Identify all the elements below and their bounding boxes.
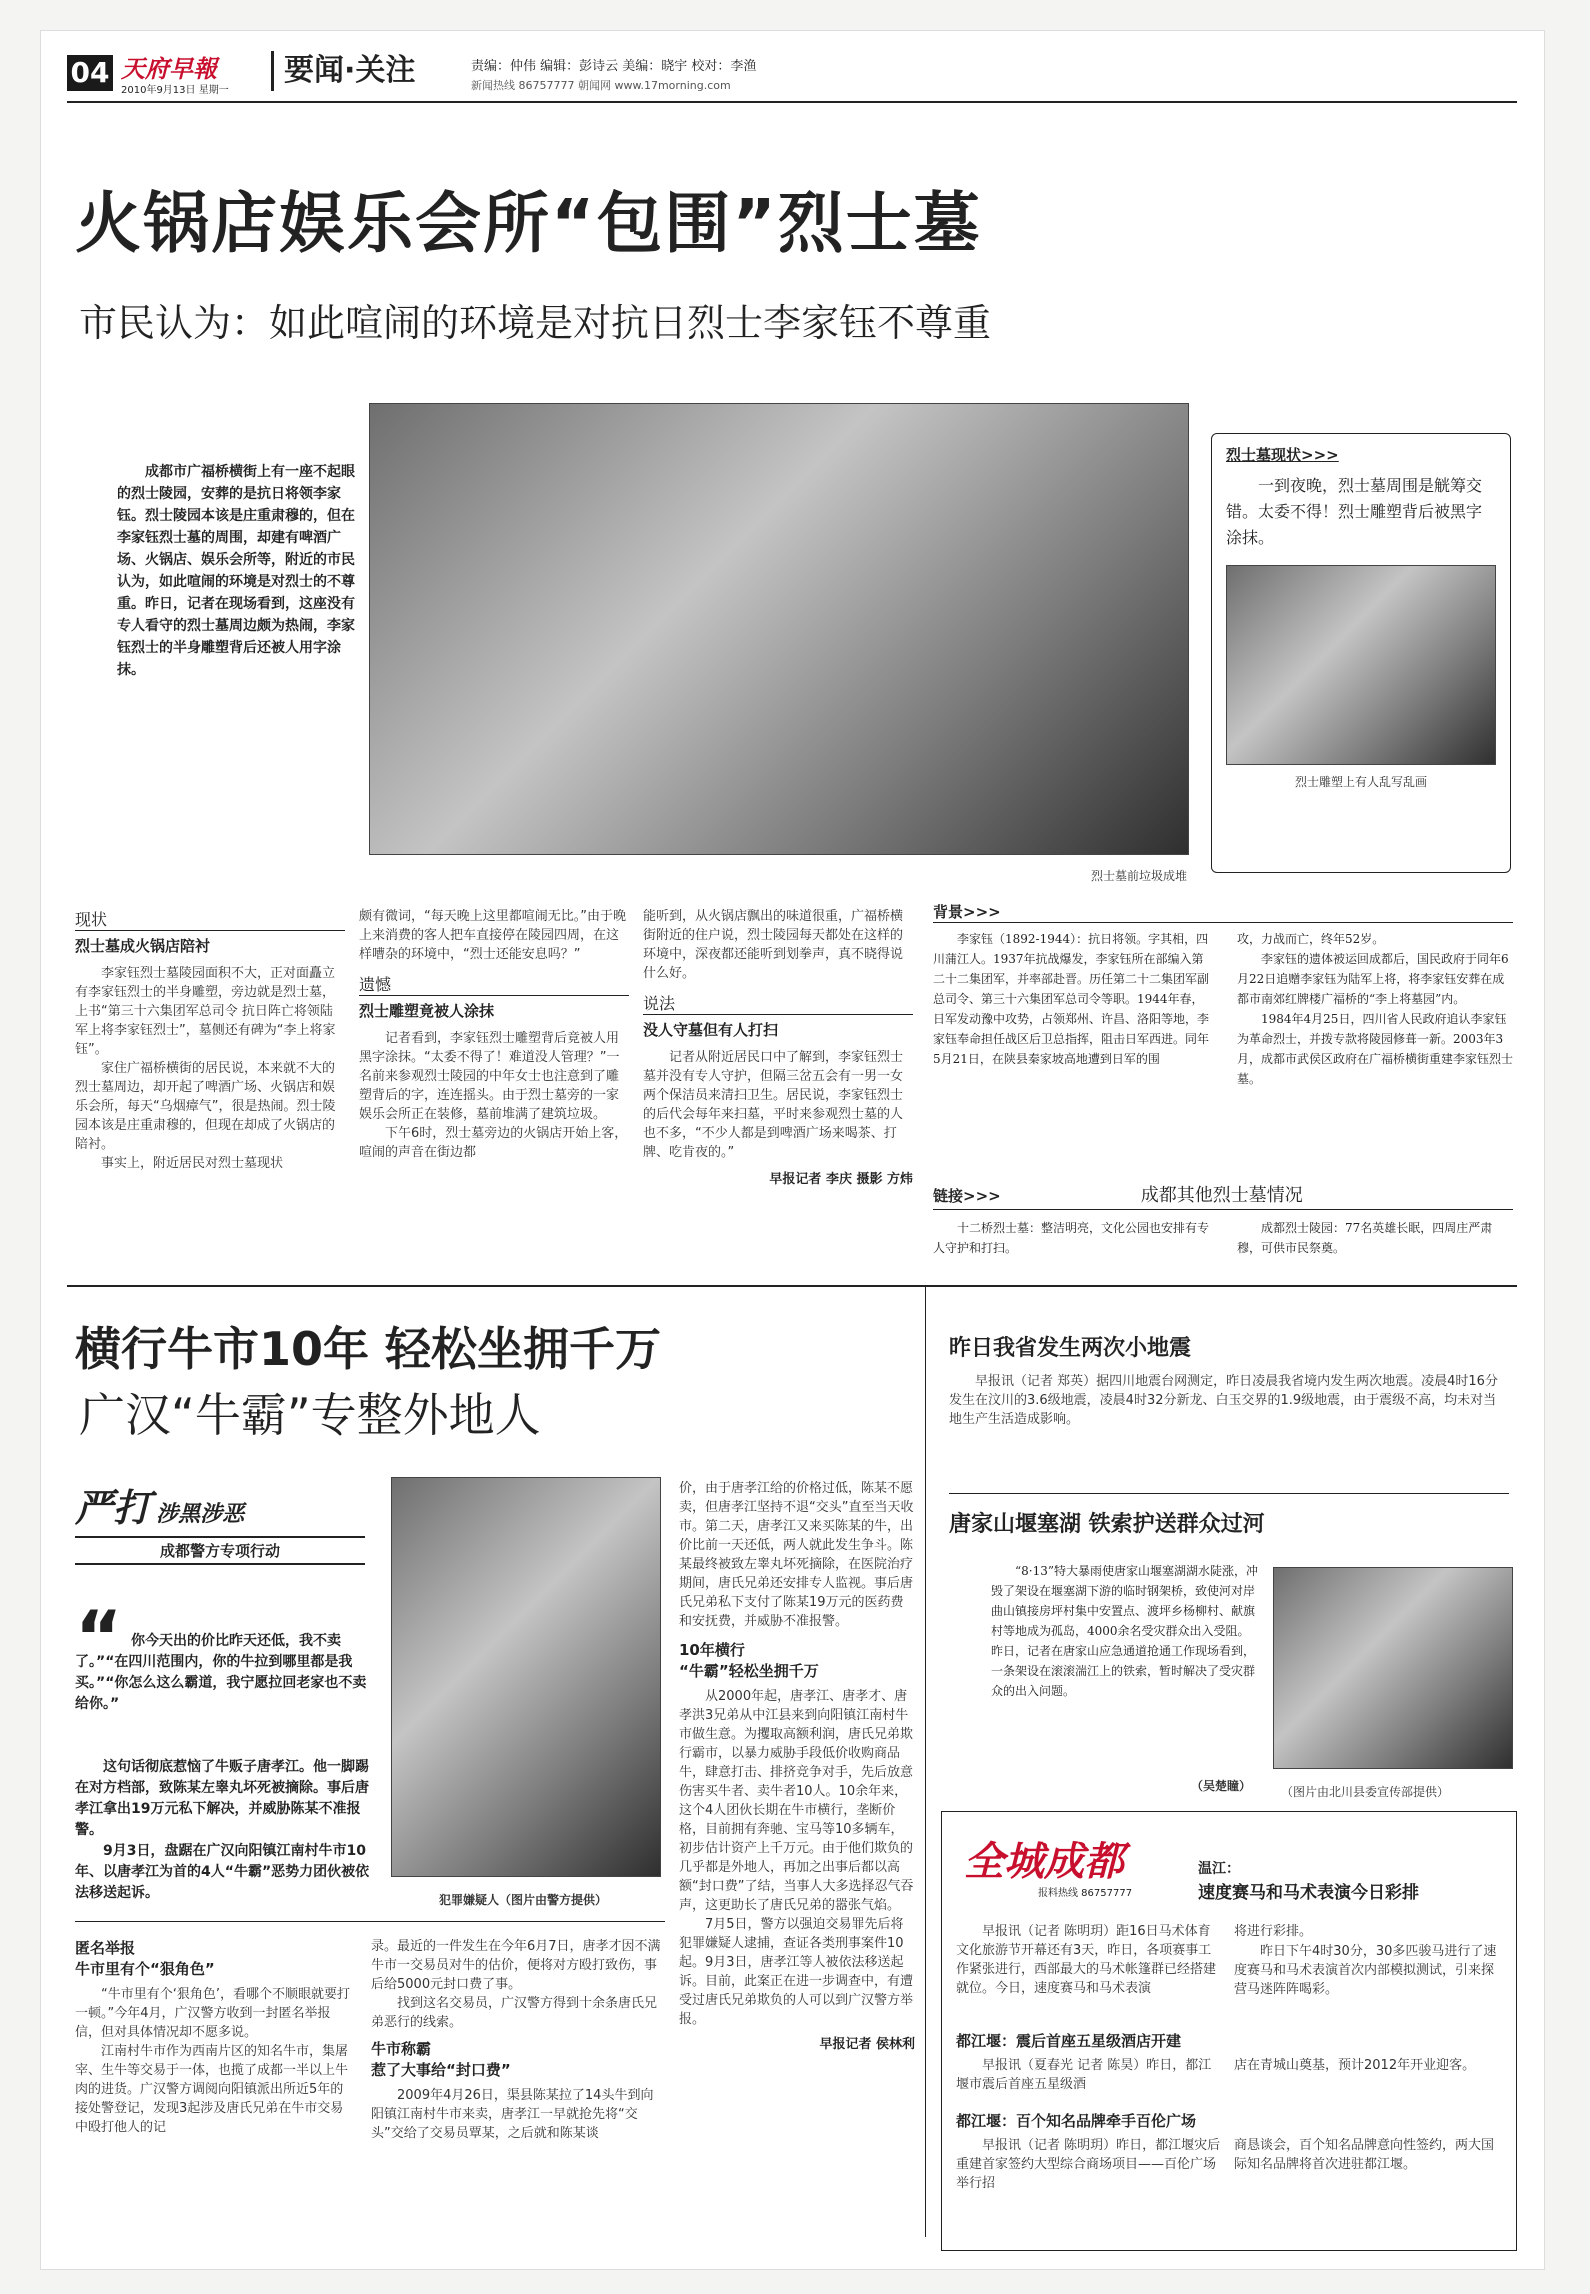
- link-box: [933, 1181, 1513, 1258]
- hotline: 新闻热线 86757777 朝闻网 www.17morning.com: [471, 79, 731, 92]
- link-label: 链接>>>: [933, 1187, 1001, 1205]
- background-text4: 1984年4月25日，四川省人民政府追认李家钰为革命烈士，并拨专款将陵园修葺一新。2003年3月，成都市武侯区政府在广福桥横街重建李家钰烈士墓。: [1237, 1012, 1514, 1086]
- story2-col-right: [679, 1479, 915, 2052]
- story1-col1: [75, 907, 345, 1173]
- dujiangyan1-text2: 店在青城山奠基，预计2012年开业迎客。: [1234, 2058, 1476, 2073]
- sec2-kicker: 匿名举报: [75, 1939, 136, 1957]
- story2-byline: 早报记者 侯林利: [819, 2037, 915, 2052]
- story2-para: 价，由于唐孝江给的价格过低，陈某不愿卖，但唐孝江坚持不退“交头”直至当天收市。第二天，唐孝江又来买陈某的牛，出价比前一天还低，两人就此发生争斗。陈某最终被致左睾丸坏死摘除，在医院治疗期间，唐氏兄弟还安排专人监视。事后唐氏兄弟私下支付了陈某19万元的医药费和安抚费，并威胁不准报警。: [679, 1481, 914, 1629]
- story2-quote: 你今天出的价比昨天还低，我不卖了。”“在四川范围内，你的牛拉到哪里都是我买。”“你怎么这么霸道，我宁愿拉回老家也不卖给你。”: [75, 1633, 367, 1712]
- col3-kicker: 说法: [643, 991, 913, 1015]
- quake-story: [949, 1331, 1509, 1429]
- wenjiang-label: 温江：: [1198, 1861, 1240, 1877]
- divider: [949, 1493, 1509, 1494]
- background-text3: 李家钰的遗体被运回成都后，国民政府于同年6月22日追赠李家钰为陆军上将，将李家钰安葬在成都市南郊红牌楼广福桥的“李上将墓园”内。: [1237, 952, 1509, 1006]
- background-box: [933, 901, 1513, 1089]
- story2-headline: 横行牛市10年 轻松坐拥千万: [75, 1322, 662, 1376]
- badge-sub2: 涉黑涉恶: [156, 1502, 245, 1527]
- issue-date: 2010年9月13日 星期一: [121, 85, 229, 96]
- sec3-para: 找到这名交易员，广汉警方得到十余条唐氏兄弟恶行的线索。: [371, 1996, 658, 2030]
- dujiangyan1-text: 早报讯（夏春光 记者 陈昊）昨日，都江堰市震后首座五星级酒: [956, 2058, 1212, 2092]
- story2-para: 7月5日，警方以强迫交易罪先后将犯罪嫌疑人逮捕，查证各类刑事案件10起。9月3日，唐孝江等人被依法移送起诉。目前，此案正在进一步调查中，有遭受过唐氏兄弟欺负的人可以到广汉警方举报。: [679, 1917, 914, 2027]
- story1-col3: [643, 907, 913, 1187]
- story2-photo: [391, 1477, 661, 1877]
- credits: 责编：仲伟 编辑：彭诗云 美编：晓宇 校对：李渔: [471, 59, 757, 74]
- col3-para: 记者从附近居民口中了解到，李家钰烈士墓并没有专人守护，但隔三岔五会有一男一女两个保洁员来清扫卫生。居民说，李家钰烈士的后代会每年来扫墓，平时来参观烈士墓的人也不多，“不少人都是到啤酒广场来喝茶、打牌、吃肯夜的。”: [643, 1050, 904, 1160]
- sidebar-text: 一到夜晚，烈士墓周围是觥筹交错。太委不得！烈士雕塑背后被黑字涂抹。: [1226, 476, 1483, 547]
- crackdown-badge: [75, 1477, 365, 1565]
- divider: [75, 1921, 665, 1922]
- story2-sub1b: “牛霸”轻松坐拥千万: [679, 1662, 819, 1680]
- col1-para: 家住广福桥横街的居民说，本来就不大的烈士墓周边，却开起了啤酒广场、火锅店和娱乐会所，每天“乌烟瘴气”，很是热闹。烈士陵园本该是庄重肃穆的，但现在却成了火锅店的陪衬。: [75, 1061, 336, 1152]
- sec2-para: “牛市里有个‘狠角色’，看哪个不顺眼就要打一顿。”今年4月，广汉警方收到一封匿名举报信，但对具体情况却不愿多说。: [75, 1987, 350, 2040]
- lake-byline: （吴楚瞳）: [1191, 1779, 1252, 1793]
- sidebar-photo: [1226, 565, 1496, 765]
- dujiangyan2-title: 都江堰：百个知名品牌牵手百伦广场: [956, 2112, 1197, 2130]
- lake-photo: [1273, 1567, 1513, 1769]
- wenjiang-title: 速度赛马和马术表演今日彩排: [1198, 1883, 1419, 1903]
- story2-sec2: [75, 1937, 355, 2137]
- sec3-title: 牛市称霸: [371, 2040, 432, 2058]
- story2-sec3: [371, 1937, 665, 2143]
- link-title: 成都其他烈士墓情况: [1140, 1185, 1303, 1206]
- col2-kicker: 遗憾: [359, 972, 629, 996]
- header-rule: [67, 101, 1517, 103]
- lake-text: “8·13”特大暴雨使唐家山堰塞湖湖水陡涨，冲毁了架设在堰塞湖下游的临时钢架桥，致使河对岸曲山镇接房坪村集中安置点、渡坪乡杨柳村、献旗村等地成为孤岛，4000余名受灾群众出入受阻。昨日，记者在唐家山应急通道抢通工作现场看到，一条架设在滚滚湍江上的铁索，暂时解决了受灾群众的出入问题。: [991, 1564, 1258, 1698]
- sidebar-label: 烈士墓现状>>>: [1226, 446, 1339, 464]
- background-text2: 攻，力战而亡，终年52岁。: [1237, 932, 1385, 946]
- col1-para: 事实上，附近居民对烈士墓现状: [101, 1156, 284, 1171]
- col2-title: 烈士雕塑竟被人涂抹: [359, 1002, 495, 1020]
- lake-caption: （图片由北川县委宣传部提供）: [1281, 1785, 1450, 1799]
- section-title: 要闻·关注: [271, 51, 415, 91]
- sec3-para: 2009年4月26日，渠县陈某拉了14头牛到向阳镇江南村牛市来卖，唐孝江一早就抢先将“交头”交给了交易员覃某，之后就和陈某谈: [371, 2088, 654, 2141]
- dujiangyan2-text: 早报讯（记者 陈明玥）昨日，都江堰灾后重建首家签约大型综合商场项目——百伦广场举行招: [956, 2138, 1221, 2191]
- story2-quote-p2: 这句话彻底惹恼了牛贩子唐孝江。他一脚踢在对方档部，致陈某左睾丸坏死被摘除。事后唐孝江拿出19万元私下解决，并威胁陈某不准报警。: [75, 1759, 369, 1838]
- col1-kicker: 现状: [75, 907, 345, 931]
- city-news: [941, 1811, 1517, 2251]
- lake-title: 唐家山堰塞湖 铁索护送群众过河: [949, 1512, 1265, 1537]
- story1-lead: 成都市广福桥横街上有一座不起眼的烈士陵园，安葬的是抗日将领李家钰。烈士陵园本该是庄重肃穆的，但在李家钰烈士墓的周围，却建有啤酒广场、火锅店、娱乐会所等，附近的市民认为，如此喧闹的环境是对烈士的不尊重。昨日，记者在现场看到，这座没有专人看守的烈士墓周边颇为热闹，李家钰烈士的半身雕塑背后还被人用字涂抹。: [117, 464, 355, 678]
- paper-logo: 天府早報: [121, 54, 217, 83]
- sec2-para: 江南村牛市作为西南片区的知名牛市，集屠宰、生牛等交易于一体，也揽了成都一半以上牛肉的进货。广汉警方调阅向阳镇派出所近5年的接处警登记，发现3起涉及唐氏兄弟在牛市交易中殴打他人的记: [75, 2044, 349, 2135]
- city-hotline: 报料热线 86757777: [1038, 1888, 1133, 1899]
- story1-headline: 火锅店娱乐会所“包围”烈士墓: [75, 185, 982, 262]
- col1-para: 李家钰烈士墓陵园面积不大，正对面矗立有李家钰烈士的半身雕塑，旁边就是烈士墓，上书“第三十六集团军总司令 抗日阵亡将领陆军上将李家钰烈士”，墓侧还有碑为“李上将家钰”。: [75, 966, 336, 1057]
- quote-mark: “: [75, 1595, 123, 1679]
- quake-text: 早报讯（记者 郑英）据四川地震台网测定，昨日凌晨我省境内发生两次地震。凌晨4时16分发生在汶川的3.6级地震，凌晨4时32分新龙、白玉交界的1.9级地震，由于震级不高，均未对当地生产生活造成影响。: [949, 1374, 1498, 1427]
- newspaper-page: [40, 30, 1545, 2270]
- story1-photo-caption: 烈士墓前垃圾成堆: [1091, 869, 1188, 883]
- sec2-title: 牛市里有个“狠角色”: [75, 1960, 215, 1978]
- link-item: 十二桥烈士墓：整洁明亮，文化公园也安排有专人守护和打扫。: [933, 1221, 1210, 1255]
- wenjiang-text: 早报讯（记者 陈明玥）距16日马术体育文化旅游节开幕还有3天，昨日，各项赛事工作紧张进行，西部最大的马术帐篷群已经搭建就位。今日，速度赛马和马术表演: [956, 1924, 1217, 1996]
- badge-main: 严打: [75, 1486, 152, 1530]
- story1-col2: [359, 907, 629, 1162]
- col2-para: 颇有微词，“每天晚上这里都喧闹无比。”由于晚上来消费的客人把车直接停在陵园四周，在这样嘈杂的环境中，“烈士还能安息吗？”: [359, 909, 626, 962]
- col3-byline: 早报记者 李庆 摄影 方炜: [769, 1172, 913, 1187]
- divider-vertical: [925, 1287, 926, 2237]
- wenjiang-text2: 将进行彩排。: [1234, 1924, 1313, 1939]
- story1-subhead: 市民认为：如此喧闹的环境是对抗日烈士李家钰不尊重: [79, 301, 992, 345]
- background-label: 背景>>>: [933, 901, 1513, 923]
- wenjiang-text3: 昨日下午4时30分，30多匹骏马进行了速度赛马和马术表演首次内部模拟测试，引来探营马迷阵阵喝彩。: [1234, 1944, 1497, 1997]
- divider: [67, 1285, 1517, 1287]
- story1-sidebar: [1211, 433, 1511, 873]
- col3-para: 能听到，从火锅店飘出的味道很重，广福桥横街附近的住户说，烈士陵园每天都处在这样的环境中，深夜都还能听到划拳声，真不晓得说什么好。: [643, 909, 904, 981]
- background-text: 李家钰（1892-1944）：抗日将领。字其相，四川蒲江人。1937年抗战爆发，李家钰所在部编入第二十二集团军，并率部赴晋。历任第二十二集团军副总司令、第三十六集团军总司令等职。1944年春，日军发动豫中攻势，占领郑州、许昌、洛阳等地，李家钰奉命担任战区后卫总指挥，阻击日军西进。同年5月21日，在陕县秦家坡高地遭到日军的围: [933, 932, 1210, 1066]
- city-logo: 全城成都: [964, 1838, 1124, 1885]
- story2-quote-p3: 9月3日，盘踞在广汉向阳镇江南村牛市10年、以唐孝江为首的4人“牛霸”恶势力团伙被依法移送起诉。: [75, 1843, 370, 1901]
- col2-para: 记者看到，李家钰烈士雕塑背后竟被人用黑字涂抹。“太委不得了！难道没人管理？”一名前来参观烈士陵园的中年女士也注意到了雕塑背后的字，连连摇头。由于烈士墓旁的一家娱乐会所正在装修，墓前堆满了建筑垃圾。: [359, 1031, 620, 1122]
- dujiangyan2-text2: 商恳谈会，百个知名品牌意向性签约，两大国际知名品牌将首次进驻都江堰。: [1234, 2138, 1495, 2172]
- link-item: 成都烈士陵园：77名英雄长眠，四周庄严肃穆，可供市民祭奠。: [1237, 1221, 1493, 1255]
- page-number: 04: [67, 55, 113, 91]
- sec3-sub: 惹了大事给“封口费”: [371, 2061, 511, 2079]
- badge-caption: 成都警方专项行动: [75, 1536, 365, 1565]
- story2-para: 从2000年起，唐孝江、唐孝才、唐孝洪3兄弟从中江县来到向阳镇江南村牛市做生意。为攫取高额利润，唐氏兄弟欺行霸市，以暴力威胁手段低价收购商品牛，肆意打击、排挤竞争对手，先后放意伤害买牛者、卖牛者10人。10余年来，这个4人团伙长期在牛市横行，垄断价格，目前拥有奔驰、宝马等10多辆车，初步估计资产上千万元。由于他们欺负的几乎都是外地人，再加之出事后都以高额“封口费”了结，当事人大多选择忍气吞声，这更助长了唐氏兄弟的嚣张气焰。: [679, 1689, 914, 1913]
- quake-title: 昨日我省发生两次小地震: [949, 1336, 1192, 1361]
- story2-sub1: 10年横行: [679, 1641, 745, 1659]
- story1-photo: [369, 403, 1189, 855]
- col2-para: 下午6时，烈士墓旁边的火锅店开始上客，喧闹的声音在街边都: [359, 1126, 628, 1160]
- col3-title: 没人守墓但有人打扫: [643, 1021, 779, 1039]
- sec3-para: 录。最近的一件发生在今年6月7日，唐孝才因不满牛市一交易员对牛的估价，便将对方殴打致伤，事后给5000元封口费了事。: [371, 1939, 661, 1992]
- story2-photo-caption: 犯罪嫌疑人（图片由警方提供）: [439, 1893, 608, 1907]
- dujiangyan1-title: 都江堰：震后首座五星级酒店开建: [956, 2032, 1182, 2050]
- story2-subhead: 广汉“牛霸”专整外地人: [79, 1388, 541, 1442]
- col1-title: 烈士墓成火锅店陪衬: [75, 937, 211, 955]
- sidebar-caption: 烈士雕塑上有人乱写乱画: [1294, 775, 1427, 789]
